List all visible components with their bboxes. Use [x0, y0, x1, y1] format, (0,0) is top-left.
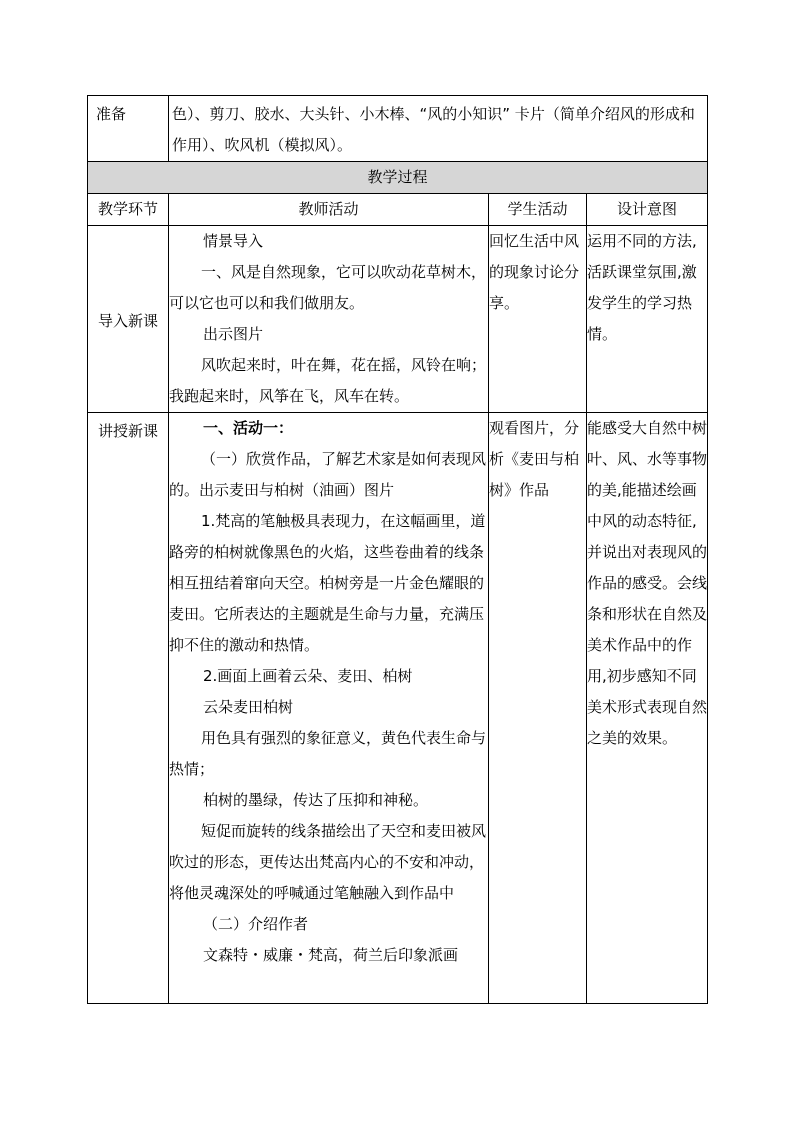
teacher-para: 文森特・威廉・梵高，荷兰后印象派画	[203, 946, 459, 964]
prep-row	[88, 96, 708, 162]
teacher-para: 一、风是自然现象，它可以吹动花草树木，可以它也可以和我们做朋友。	[169, 263, 487, 312]
prep-text: 色）、剪刀、胶水、大头针、小木棒、“风的小知识” 卡片（简单介绍风的形成和作用）、吹风机（模拟风）。	[172, 105, 695, 154]
teacher-para: 情景导入	[203, 232, 264, 250]
student-cell: 观看图片，分析《麦田与柏树》作品	[489, 413, 587, 1004]
teacher-para: 一、活动一：	[203, 419, 294, 437]
stage-cell	[88, 226, 169, 413]
prep-text-cell	[169, 96, 708, 162]
teacher-para: （一）欣赏作品，了解艺术家是如何表现风的。出示麦田与柏树（油画）图片	[169, 450, 487, 499]
teacher-cell	[169, 226, 489, 413]
teacher-para: 2.画面上画着云朵、麦田、柏树	[203, 667, 413, 685]
teacher-cell	[169, 413, 489, 1004]
teacher-para: 出示图片	[203, 325, 264, 343]
table-row	[88, 226, 708, 413]
intent-cell: 能感受大自然中树叶、风、水等事物的美,能描述绘画中风的动态特征,并说出对表现风的作品的感受。会线条和形状在自然及美术作品中的作用,初步感知不同美术形式表现自然之美的效果。	[587, 413, 708, 1004]
prep-label-cell	[88, 96, 169, 162]
student-cell: 回忆生活中风的现象讨论分享。	[489, 226, 587, 413]
teacher-para: 用色具有强烈的象征意义，黄色代表生命与热情；	[169, 729, 487, 778]
header-student: 学生活动	[489, 194, 587, 226]
header-teacher: 教师活动	[169, 194, 489, 226]
teacher-para: 短促而旋转的线条描绘出了天空和麦田被风吹过的形态，更传达出梵高内心的不安和冲动，将他灵魂深处的呼喊通过笔触融入到作品中	[169, 822, 487, 902]
table-row	[88, 413, 708, 1004]
header-intent: 设计意图	[587, 194, 708, 226]
teacher-para: 云朵麦田柏树	[203, 698, 294, 716]
teacher-para: （二）介绍作者	[203, 915, 309, 933]
process-title-row	[88, 162, 708, 194]
teacher-para: 风吹起来时，叶在舞，花在摇，风铃在响；我跑起来时，风筝在飞，风车在转。	[169, 356, 487, 405]
teacher-para: 柏树的墨绿，传达了压抑和神秘。	[203, 791, 429, 809]
stage-label: 讲授新课	[97, 422, 158, 440]
stage-cell	[88, 413, 169, 1004]
process-title: 教学过程	[88, 162, 708, 194]
teacher-para: 1.梵高的笔触极具表现力，在这幅画里，道路旁的柏树就像黑色的火焰，这些卷曲着的线条相互扭结着窜向天空。柏树旁是一片金色耀眼的麦田。它所表达的主题就是生命与力量，充满压抑不住的激动和热情。	[169, 512, 486, 654]
stage-label: 导入新课	[97, 312, 158, 330]
lesson-plan-table	[87, 95, 708, 1004]
header-stage: 教学环节	[88, 194, 169, 226]
intent-cell: 运用不同的方法,活跃课堂氛围,激发学生的学习热情。	[587, 226, 708, 413]
header-row	[88, 194, 708, 226]
prep-label: 准备	[96, 105, 127, 123]
